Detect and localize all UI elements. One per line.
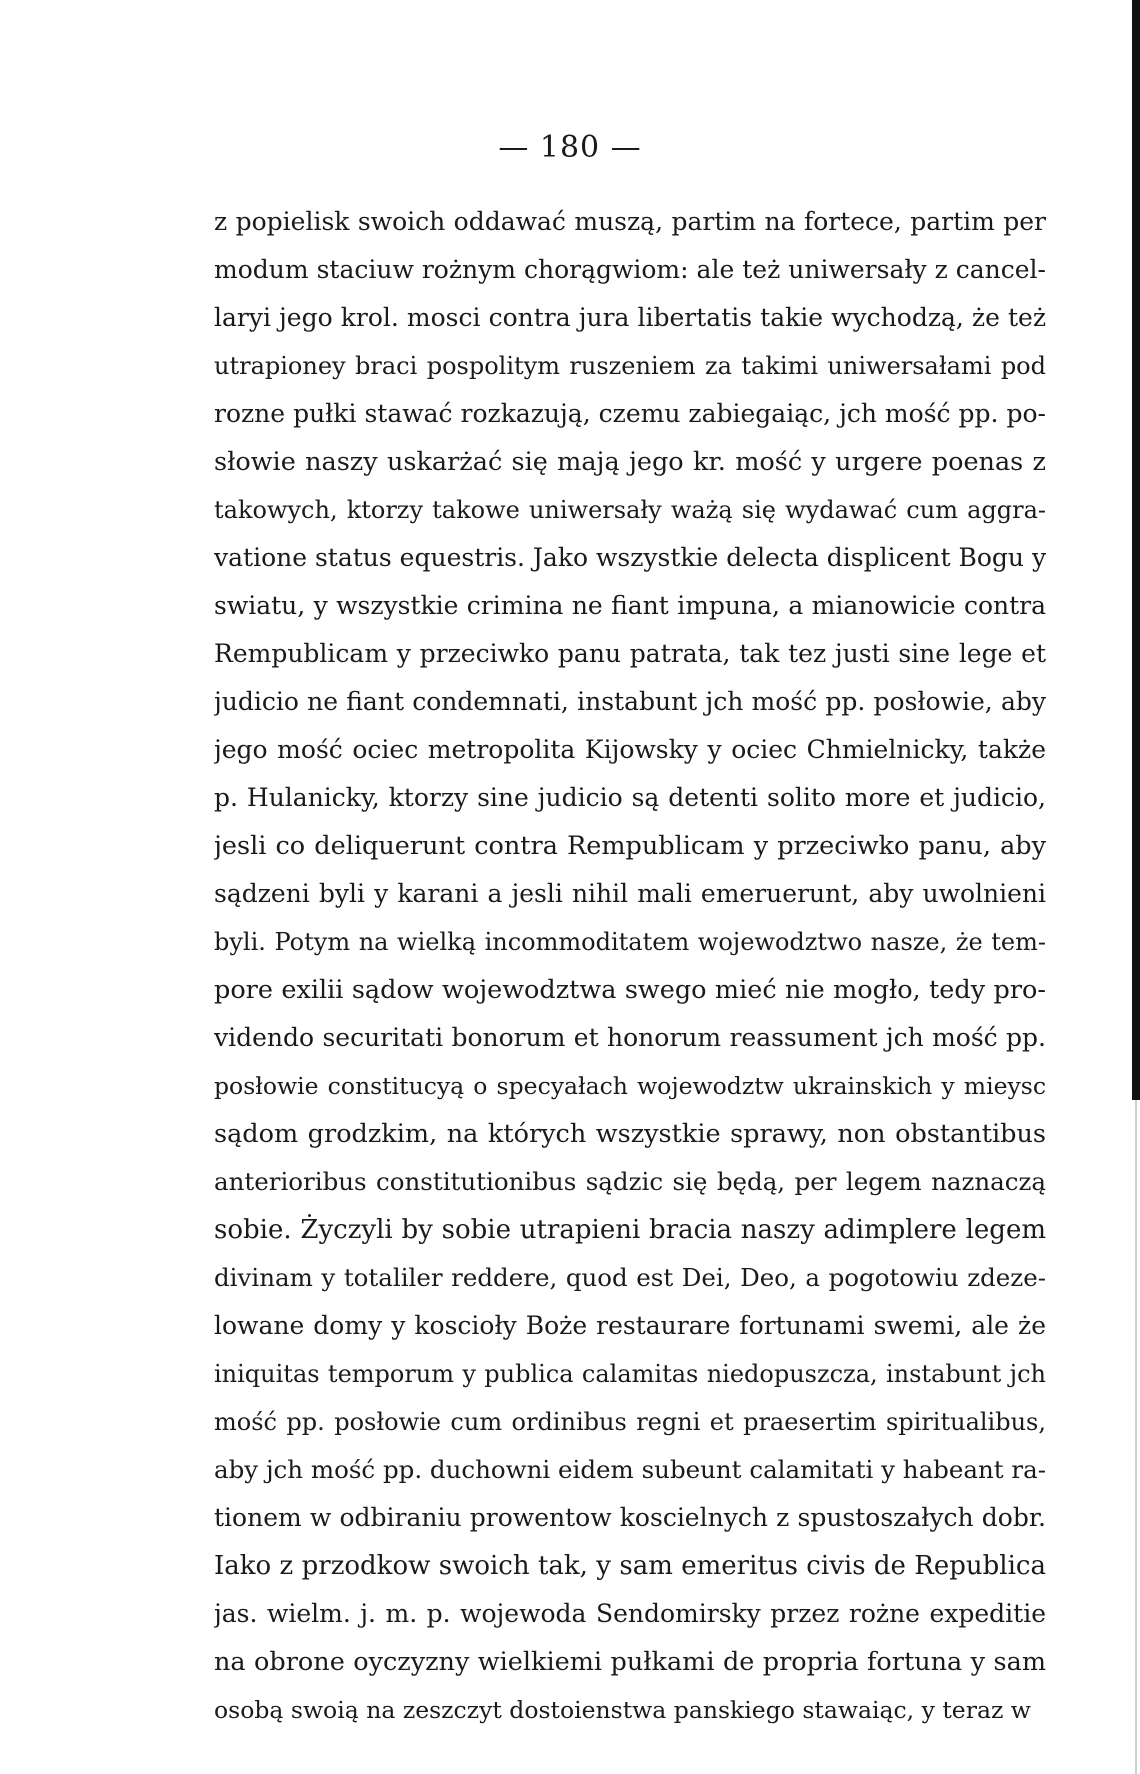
- text-line: posłowie constitucyą o specyałach wojewodztw ukrainskich y mieysc: [214, 1072, 1046, 1100]
- text-line: sądom grodzkim, na których wszystkie sprawy, non obstantibus: [214, 1119, 1046, 1149]
- page-number: — 180 —: [498, 130, 642, 165]
- text-line: lowane domy y koscioły Boże restaurare fortunami swemi, ale że: [214, 1311, 1046, 1340]
- text-line: vatione status equestris. Jako wszystkie delecta displicent Bogu y: [214, 543, 1046, 572]
- text-line: anterioribus constitutionibus sądzic się będą, per legem naznaczą: [214, 1167, 1046, 1196]
- text-line: jego mość ociec metropolita Kijowsky y ociec Chmielnicky, także: [214, 735, 1046, 764]
- text-line: modum staciuw rożnym chorągwiom: ale też uniwersały z cancel-: [214, 255, 1046, 284]
- page-edge-shadow: [1132, 0, 1140, 1100]
- text-line: iniquitas temporum y publica calamitas niedopuszcza, instabunt jch: [214, 1360, 1046, 1388]
- text-line: takowych, ktorzy takowe uniwersały ważą się wydawać cum aggra-: [214, 496, 1046, 524]
- text-line: sobie. Życzyli by sobie utrapieni bracia naszy adimplere legem: [214, 1215, 1046, 1245]
- text-line: videndo securitati bonorum et honorum reassument jch mość pp.: [214, 1023, 1046, 1052]
- page-edge-line: [1135, 1100, 1137, 1774]
- text-line: judicio ne fiant condemnati, instabunt jch mość pp. posłowie, aby: [214, 687, 1046, 716]
- text-line: pore exilii sądow wojewodztwa swego mieć nie mogło, tedy pro-: [214, 975, 1046, 1005]
- text-line: osobą swoią na zeszczyt dostoienstwa panskiego stawaiąc, y teraz w: [214, 1696, 1031, 1724]
- text-line: Rempublicam y przeciwko panu patrata, tak tez justi sine lege et: [214, 639, 1046, 668]
- text-line: laryi jego krol. mosci contra jura libertatis takie wychodzą, że też: [214, 303, 1046, 332]
- body-text: [214, 198, 1046, 1734]
- text-line: byli. Potym na wielką incommoditatem wojewodztwo nasze, że tem-: [214, 928, 1046, 956]
- text-line: aby jch mość pp. duchowni eidem subeunt calamitati y habeant ra-: [214, 1455, 1046, 1484]
- text-line: z popielisk swoich oddawać muszą, partim na fortece, partim per: [214, 207, 1046, 236]
- text-line: mość pp. posłowie cum ordinibus regni et praesertim spiritualibus,: [214, 1408, 1046, 1436]
- text-line: sądzeni byli y karani a jesli nihil mali emeruerunt, aby uwolnieni: [214, 879, 1046, 908]
- text-line: p. Hulanicky, ktorzy sine judicio są detenti solito more et judicio,: [214, 783, 1046, 812]
- text-line: utrapioney braci pospolitym ruszeniem za takimi uniwersałami pod: [214, 352, 1046, 380]
- text-line: na obrone oyczyzny wielkiemi pułkami de propria fortuna y sam: [214, 1647, 1046, 1677]
- text-line: Iako z przodkow swoich tak, y sam emeritus civis de Republica: [214, 1551, 1046, 1581]
- text-line: divinam y totaliler reddere, quod est Dei, Deo, a pogotowiu zdeze-: [214, 1263, 1046, 1292]
- text-line: tionem w odbiraniu prowentow koscielnych z spustoszałych dobr.: [214, 1503, 1046, 1532]
- text-line: słowie naszy uskarżać się mają jego kr. mość y urgere poenas z: [214, 447, 1046, 477]
- text-line: jas. wielm. j. m. p. wojewoda Sendomirsky przez rożne expeditie: [214, 1599, 1046, 1628]
- text-line: rozne pułki stawać rozkazują, czemu zabiegaiąc, jch mość pp. po-: [214, 399, 1046, 428]
- text-line: swiatu, y wszystkie crimina ne fiant impuna, a mianowicie contra: [214, 591, 1046, 620]
- text-line: jesli co deliquerunt contra Rempublicam y przeciwko panu, aby: [214, 831, 1046, 861]
